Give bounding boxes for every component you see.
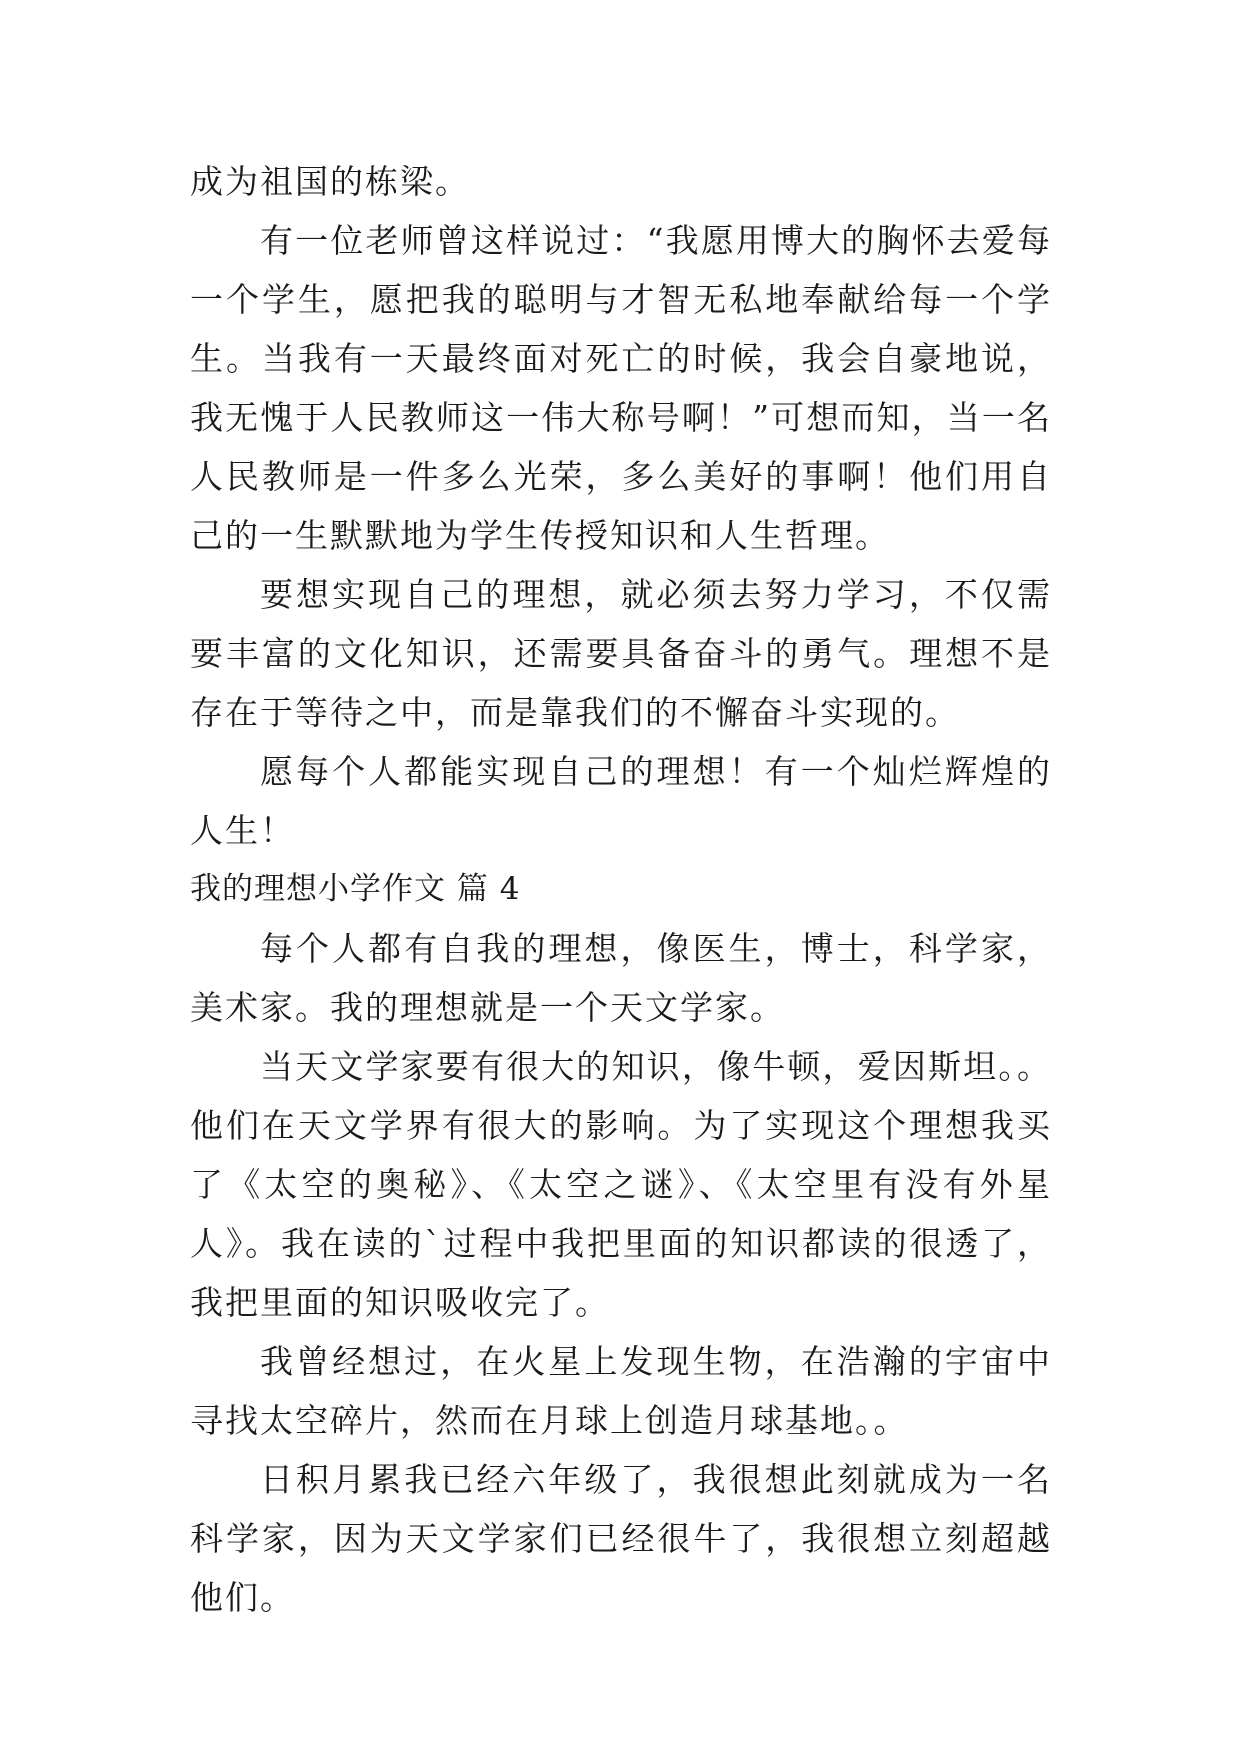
paragraph: 要想实现自己的理想，就必须去努力学习，不仅需要丰富的文化知识，还需要具备奋斗的勇气。理想不是存在于等待之中，而是靠我们的不懈奋斗实现的。 [190,575,1052,732]
section-heading: 我的理想小学作文 篇 4 [190,871,521,907]
paragraph-continuation: 成为祖国的栋梁。 [190,162,470,201]
paragraph: 愿每个人都能实现自己的理想！有一个灿烂辉煌的人生！ [190,752,1052,850]
paragraph: 日积月累我已经六年级了，我很想此刻就成为一名科学家，因为天文学家们已经很牛了，我很想立刻超越他们。 [190,1460,1052,1617]
paragraph: 我曾经想过，在火星上发现生物，在浩瀚的宇宙中寻找太空碎片，然而在月球上创造月球基地。。 [190,1342,1052,1440]
paragraph: 有一位老师曾这样说过：“我愿用博大的胸怀去爱每一个学生，愿把我的聪明与才智无私地奉献给每一个学生。当我有一天最终面对死亡的时候，我会自豪地说，我无愧于人民教师这一伟大称号啊！”可想而知，当一名人民教师是一件多么光荣，多么美好的事啊！他们用自己的一生默默地为学生传授知识和人生哲理。 [190,221,1052,555]
paragraph: 每个人都有自我的理想，像医生，博士，科学家，美术家。我的理想就是一个天文学家。 [190,929,1052,1027]
document-body [190,152,1052,1627]
paragraph: 当天文学家要有很大的知识，像牛顿，爱因斯坦。。他们在天文学界有很大的影响。为了实现这个理想我买了《太空的奥秘》、《太空之谜》、《太空里有没有外星人》。我在读的`过程中我把里面的知识都读的很透了，我把里面的知识吸收完了。 [190,1047,1052,1322]
